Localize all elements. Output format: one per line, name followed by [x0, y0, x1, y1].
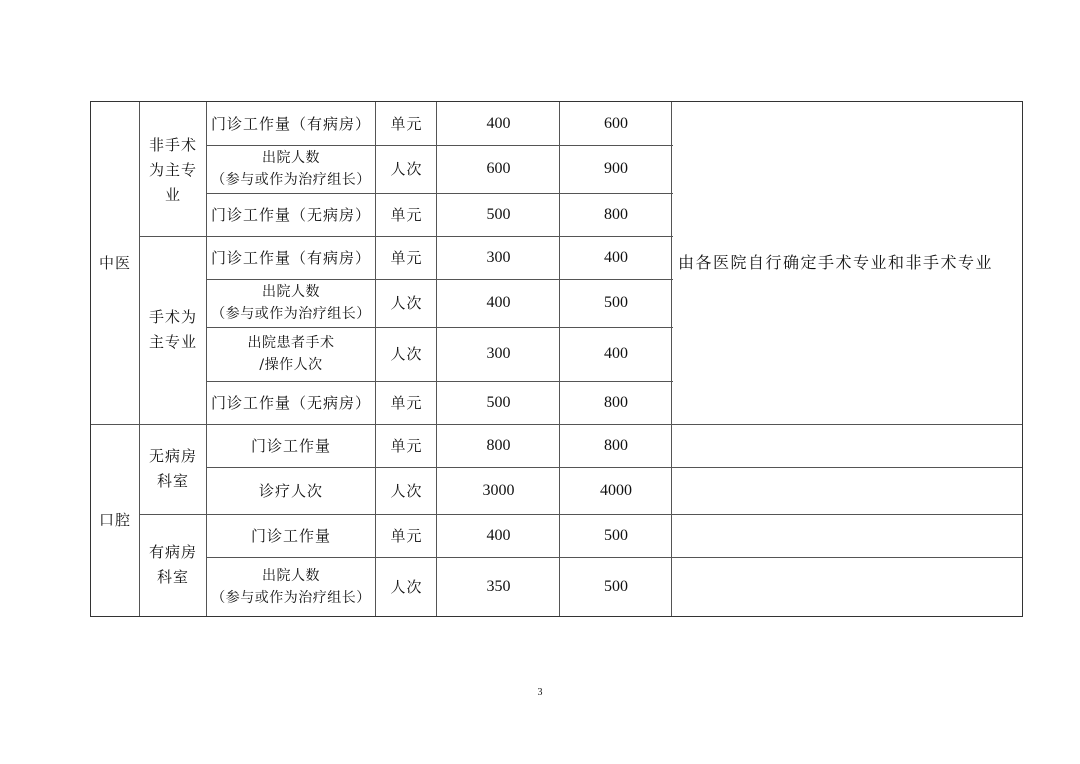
- category-tcm: 中医: [98, 254, 131, 272]
- value-cell: 400: [486, 526, 511, 544]
- subcategory-with-ward: 有病房科室: [148, 543, 197, 586]
- unit-cell: 人次: [390, 345, 423, 363]
- item-cell: [206, 145, 376, 193]
- unit-cell: 人次: [390, 294, 423, 312]
- value-cell: 350: [486, 577, 511, 595]
- col-divider: [139, 102, 140, 616]
- unit-cell: 单元: [390, 248, 423, 267]
- item-line: （参与或作为治疗组长）: [211, 306, 371, 322]
- unit-cell: 单元: [390, 393, 423, 412]
- subcategory-nonsurgical: 非手术为主专业: [148, 135, 197, 204]
- value-cell: 500: [486, 205, 511, 223]
- item-line: 出院人数: [262, 284, 320, 300]
- item-line: 出院患者手术: [247, 335, 335, 351]
- value-cell: 500: [604, 577, 628, 595]
- value-cell: 400: [604, 345, 628, 362]
- note-cell: 由各医院自行确定手术专业和非手术专业: [678, 253, 994, 272]
- subcategory-no-ward: 无病房科室: [148, 447, 197, 490]
- value-cell: 300: [486, 345, 511, 362]
- category-dental: 口腔: [98, 511, 131, 529]
- value-cell: 300: [486, 248, 511, 266]
- page-number: 3: [537, 687, 543, 698]
- item-cell: 门诊工作量（无病房）: [210, 393, 371, 412]
- value-cell: 400: [486, 114, 511, 132]
- value-cell: 800: [604, 393, 628, 411]
- item-cell: 门诊工作量: [250, 526, 331, 545]
- item-line: 出院人数: [262, 150, 320, 166]
- value-cell: 800: [604, 205, 628, 223]
- value-cell: 3000: [482, 481, 515, 499]
- unit-cell: 人次: [390, 160, 423, 178]
- item-cell: 门诊工作量（无病房）: [210, 205, 371, 224]
- unit-cell: 单元: [390, 526, 423, 545]
- item-cell: [206, 557, 376, 616]
- unit-cell: 人次: [390, 481, 423, 500]
- value-cell: 400: [604, 248, 628, 266]
- item-cell: 门诊工作量（有病房）: [210, 248, 371, 267]
- value-cell: 400: [486, 294, 511, 311]
- item-line: /操作人次: [259, 357, 323, 373]
- value-cell: 4000: [600, 481, 632, 499]
- workload-table: [90, 101, 1023, 617]
- item-cell: 诊疗人次: [258, 481, 323, 500]
- value-cell: 500: [604, 526, 628, 544]
- value-cell: 800: [486, 436, 511, 454]
- subcategory-surgical: 手术为主专业: [148, 308, 197, 351]
- item-line: 出院人数: [262, 567, 320, 584]
- value-cell: 900: [604, 160, 628, 177]
- item-line: （参与或作为治疗组长）: [211, 172, 371, 188]
- item-cell: [206, 279, 376, 327]
- item-cell: 门诊工作量: [250, 436, 331, 455]
- item-cell: 门诊工作量（有病房）: [210, 114, 371, 133]
- unit-cell: 人次: [390, 577, 423, 596]
- value-cell: 800: [604, 436, 628, 454]
- unit-cell: 单元: [390, 436, 423, 455]
- unit-cell: 单元: [390, 114, 423, 133]
- value-cell: 600: [486, 160, 511, 177]
- value-cell: 500: [486, 393, 511, 411]
- unit-cell: 单元: [390, 205, 423, 224]
- value-cell: 600: [604, 114, 628, 132]
- item-line: （参与或作为治疗组长）: [211, 589, 371, 606]
- item-cell: [206, 327, 376, 381]
- value-cell: 500: [604, 294, 628, 311]
